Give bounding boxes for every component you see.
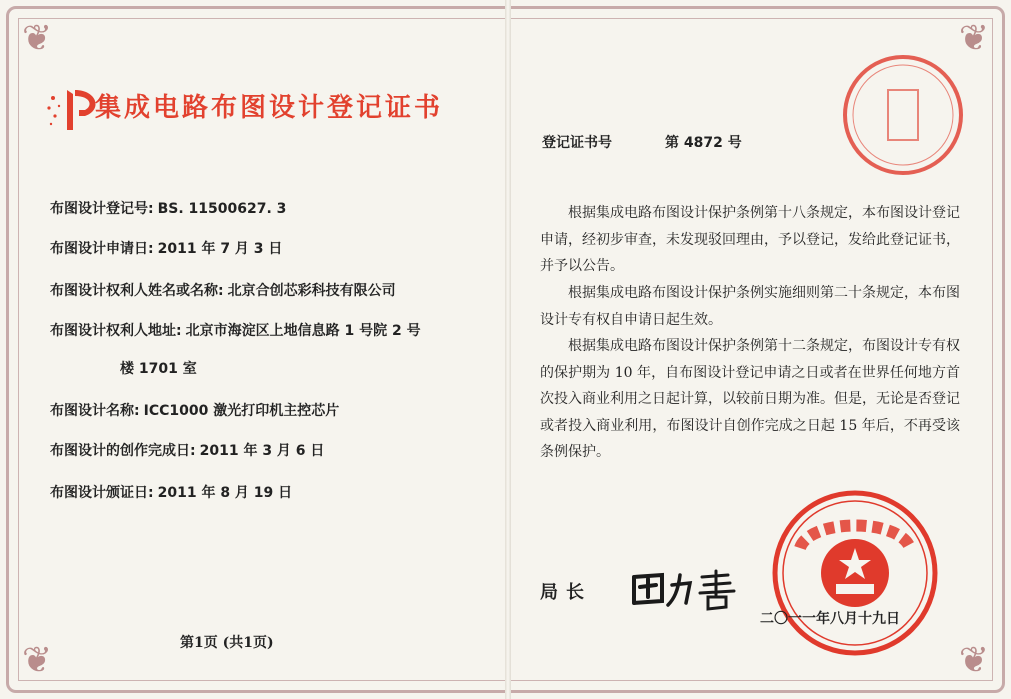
page-fold bbox=[505, 0, 511, 699]
field-application-date bbox=[50, 238, 282, 258]
issue-date: 二〇一一年八月十九日 bbox=[760, 611, 900, 627]
field-label: 布图设计权利人地址: bbox=[50, 323, 182, 339]
field-registration-no bbox=[50, 198, 286, 218]
cert-number-label: 登记证书号 bbox=[542, 135, 612, 151]
field-label: 布图设计登记号: bbox=[50, 201, 154, 217]
field-label: 布图设计颁证日: bbox=[50, 485, 154, 501]
address-continuation: 楼 1701 室 bbox=[120, 361, 197, 377]
corner-ornament-icon: ❦ bbox=[22, 18, 53, 59]
national-ip-office-seal-icon bbox=[770, 488, 940, 658]
paragraph-3: 根据集成电路布图设计保护条例第十二条规定，布图设计专有权的保护期为 10 年，自布图设计登记申请之日或者在世界任何地方首次投入商业利用之日起计算，以较前日期为准。但是，无论是否登记或者投入商业利用，布图设计自创作完成之日起 15 年后，不再受该条例保护。 bbox=[540, 338, 960, 460]
field-label: 布图设计的创作完成日: bbox=[50, 443, 196, 459]
field-owner-name bbox=[50, 280, 396, 300]
field-design-name bbox=[50, 400, 339, 420]
field-value: 2011 年 7 月 3 日 bbox=[157, 241, 283, 257]
certificate-title: 集成电路布图设计登记证书 bbox=[95, 93, 444, 123]
field-value: 2011 年 8 月 19 日 bbox=[157, 485, 293, 501]
cert-number-value: 第 4872 号 bbox=[665, 135, 742, 151]
field-creation-date bbox=[50, 440, 324, 460]
field-value: 2011 年 3 月 6 日 bbox=[199, 443, 325, 459]
corner-ornament-icon: ❦ bbox=[958, 640, 989, 681]
field-value: 北京市海淀区上地信息路 1 号院 2 号 bbox=[185, 323, 421, 339]
field-value: 北京合创芯彩科技有限公司 bbox=[227, 283, 396, 299]
page-footer: 第1页 (共1页) bbox=[180, 635, 274, 651]
corner-ornament-icon: ❦ bbox=[22, 640, 53, 681]
field-owner-address bbox=[50, 320, 421, 340]
small-official-seal-icon bbox=[838, 50, 968, 180]
field-value: ICC1000 激光打印机主控芯片 bbox=[143, 403, 340, 419]
paragraph-2: 根据集成电路布图设计保护条例实施细则第二十条规定，本布图设计专有权自申请日起生效。 bbox=[540, 285, 960, 328]
field-label: 布图设计权利人姓名或名称: bbox=[50, 283, 224, 299]
director-signature-icon bbox=[628, 565, 748, 615]
field-value: BS. 11500627. 3 bbox=[157, 201, 287, 217]
paragraph-1: 根据集成电路布图设计保护条例第十八条规定，本布图设计登记申请，经初步审查，未发现驳回理由，予以登记，发给此登记证书，并予以公告。 bbox=[540, 205, 960, 274]
field-label: 布图设计申请日: bbox=[50, 241, 154, 257]
field-issue-date bbox=[50, 482, 292, 502]
director-label: 局长 bbox=[540, 582, 592, 603]
corner-ornament-icon: ❦ bbox=[958, 18, 989, 59]
field-label: 布图设计名称: bbox=[50, 403, 140, 419]
